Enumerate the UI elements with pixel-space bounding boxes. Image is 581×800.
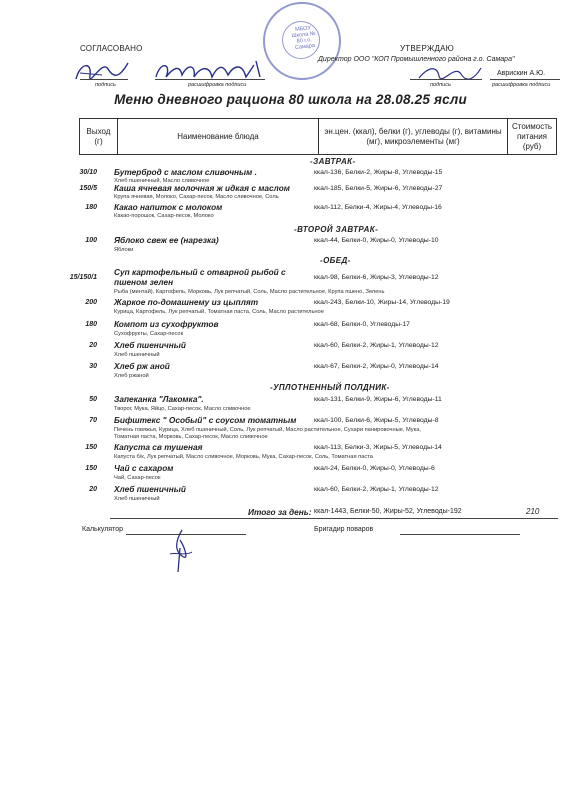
director-signature xyxy=(415,62,485,84)
dish-nutrition: ккал-136, Белки-2, Жиры-8, Углеводы-15 xyxy=(314,169,443,176)
dish-output: 150 xyxy=(85,444,97,451)
dish-name: Чай с сахаром xyxy=(114,463,174,473)
dish-name: Бифштекс " Особый" с соусом томатным xyxy=(114,415,297,425)
director-name: Аврискин А.Ю. xyxy=(497,70,546,77)
dish-nutrition: ккал-24, Белки-0, Жиры-0, Углеводы-6 xyxy=(314,465,435,472)
dish-row xyxy=(0,443,581,453)
dish-row xyxy=(0,416,581,426)
calculator-label: Калькулятор xyxy=(82,526,123,533)
dish-name: Яблоко свеж ее (нарезка) xyxy=(114,235,219,245)
page-title: Меню дневного рациона 80 школа на 28.08.25 ясли xyxy=(114,92,467,107)
dish-row xyxy=(0,268,581,288)
dish-nutrition: ккал-100, Белки-6, Жиры-5, Углеводы-8 xyxy=(314,417,439,424)
dish-nutrition: ккал-243, Белки-10, Жиры-14, Углеводы-19 xyxy=(314,299,450,306)
director-name-line xyxy=(490,79,560,80)
dish-nutrition: ккал-68, Белки-0, Углеводы-17 xyxy=(314,321,410,328)
col-header-name: Наименование блюда xyxy=(118,119,319,155)
dish-ingredients: Хлеб пшеничный xyxy=(114,496,160,502)
dish-row xyxy=(0,341,581,351)
dish-ingredients: Курица, Картофель, Лук репчатый, Томатная паста, Соль, Масло растительное xyxy=(114,309,324,315)
dish-name: Хлеб пшеничный xyxy=(114,340,186,350)
dish-ingredients: Хлеб ржаной xyxy=(114,373,149,379)
dish-ingredients: Капуста б/к, Лук репчатый, Масло сливочное, Морковь, Мука, Сахар-песок, Соль, Томатная паста xyxy=(114,454,373,460)
approved-label: УТВЕРЖДАЮ xyxy=(400,44,454,53)
dish-output: 200 xyxy=(85,299,97,306)
dish-row xyxy=(0,320,581,330)
agreed-signature-2 xyxy=(150,55,270,85)
dish-output: 100 xyxy=(85,237,97,244)
dish-name: Каша ячневая молочная ж идкая с маслом xyxy=(114,183,290,193)
dish-row xyxy=(0,168,581,178)
agreed-signature-1 xyxy=(72,55,132,85)
dish-name: Хлеб рж аной xyxy=(114,361,170,371)
dish-output: 180 xyxy=(85,204,97,211)
dish-output: 20 xyxy=(89,486,97,493)
dish-nutrition: ккал-60, Белки-2, Жиры-1, Углеводы-12 xyxy=(314,486,439,493)
director-title: Директор ООО "КОП Промышленного района г.о. Самара" xyxy=(318,56,515,63)
dish-nutrition: ккал-131, Белки-9, Жиры-6, Углеводы-11 xyxy=(314,396,442,403)
dish-output: 70 xyxy=(89,417,97,424)
dish-nutrition: ккал-98, Белки-6, Жиры-3, Углеводы-12 xyxy=(314,274,439,281)
dish-name: Бутерброд с маслом сливочным . xyxy=(114,167,257,177)
dish-name: Запеканка "Лакомка". xyxy=(114,394,204,404)
total-underline xyxy=(110,518,558,519)
dish-nutrition: ккал-113, Белки-3, Жиры-5, Углеводы-14 xyxy=(314,444,442,451)
dish-row xyxy=(0,298,581,308)
dish-ingredients: Чай, Сахар-песок xyxy=(114,475,161,481)
section-title-breakfast: -ЗАВТРАК- xyxy=(310,157,356,166)
dish-nutrition: ккал-44, Белки-0, Жиры-0, Углеводы-10 xyxy=(314,237,439,244)
section-title-second-breakfast: -ВТОРОЙ ЗАВТРАК- xyxy=(294,225,379,234)
director-sign-line xyxy=(410,79,482,80)
dish-row xyxy=(0,362,581,372)
dish-ingredients: Рыба (минтай), Картофель, Морковь, Лук репчатый, Соль, Масло растительное, Крупа пшено, Зелень xyxy=(114,289,385,295)
dish-row xyxy=(0,236,581,246)
total-nutrition: ккал-1443, Белки-50, Жиры-52, Углеводы-192 xyxy=(314,508,462,515)
dish-ingredients: Сухофрукты, Сахар-песок xyxy=(114,331,184,337)
director-signature-decode-caption: расшифровка подписи xyxy=(492,82,551,88)
dish-output: 30/10 xyxy=(79,169,97,176)
dish-row xyxy=(0,485,581,495)
dish-nutrition: ккал-60, Белки-2, Жиры-1, Углеводы-12 xyxy=(314,342,439,349)
brigadier-label: Бригадир поваров xyxy=(314,526,374,533)
calculator-signature xyxy=(162,526,202,576)
dish-output: 150 xyxy=(85,465,97,472)
agreed-sign-line-2 xyxy=(155,79,265,80)
dish-name: Капуста св тушеная xyxy=(114,442,203,452)
dish-row xyxy=(0,184,581,194)
section-title-afternoon-snack: -УПЛОТНЕННЫЙ ПОЛДНИК- xyxy=(270,383,390,392)
dish-output: 150/5 xyxy=(79,185,97,192)
dish-ingredients: Творог, Мука, Яйцо, Сахар-песок, Масло сливочное xyxy=(114,406,251,412)
brigadier-sign-line xyxy=(400,534,520,535)
dish-ingredients: Крупа ячневая, Молоко, Сахар-песок, Масло сливочное, Соль xyxy=(114,194,279,200)
dish-output: 180 xyxy=(85,321,97,328)
dish-output: 15/150/1 xyxy=(69,274,97,281)
agreed-signature-decode-caption: расшифровка подписи xyxy=(188,82,247,88)
dish-name: Компот из сухофруктов xyxy=(114,319,219,329)
dish-name: Какао напиток с молоком xyxy=(114,202,223,212)
dish-row xyxy=(0,203,581,213)
stamp-text: МБОУ Школа № 80 г.о. Самара xyxy=(291,25,317,51)
agreed-sign-line-1 xyxy=(80,79,128,80)
dish-nutrition: ккал-185, Белки-5, Жиры-6, Углеводы-27 xyxy=(314,185,443,192)
total-label: Итого за день: xyxy=(248,507,312,517)
section-title-lunch: -ОБЕД- xyxy=(320,256,351,265)
director-signature-caption: подпись xyxy=(430,82,451,88)
dish-ingredients-continued: Томатная паста, Морковь, Сахар-песок, Масло сливочное xyxy=(114,434,268,440)
agreed-label: СОГЛАСОВАНО xyxy=(80,44,143,53)
dish-output: 50 xyxy=(89,396,97,403)
dish-ingredients: Хлеб пшеничный xyxy=(114,352,160,358)
total-cost: 210 xyxy=(526,507,540,516)
dish-output: 30 xyxy=(89,363,97,370)
agreed-signature-caption: подпись xyxy=(95,82,116,88)
col-header-output: Выход (г) xyxy=(80,119,118,155)
dish-name: Суп картофельный с отварной рыбой с пшеном зелен xyxy=(114,267,286,287)
dish-ingredients: Яблоки xyxy=(114,247,134,253)
dish-nutrition: ккал-112, Белки-4, Жиры-4, Углеводы-16 xyxy=(314,204,442,211)
dish-name: Жаркое по-домашнему из цыплят xyxy=(114,297,259,307)
col-header-nutrition: эн.цен. (ккал), белки (г), углеводы (г), витамины (мг), микроэлементы (мг) xyxy=(319,119,508,155)
dish-output: 20 xyxy=(89,342,97,349)
menu-table-header xyxy=(79,118,557,155)
dish-row xyxy=(0,395,581,405)
dish-ingredients: Какао-порошок, Сахар-песок, Молоко xyxy=(114,213,214,219)
dish-ingredients: Хлеб пшеничный, Масло сливочное xyxy=(114,178,210,184)
col-header-cost: Стоимость питания (руб) xyxy=(508,119,557,155)
dish-ingredients: Печень говяжья, Курица, Хлеб пшеничный, Соль, Лук репчатый, Масло растительное, Сухари панировочные, Мука, xyxy=(114,427,422,433)
dish-nutrition: ккал-67, Белки-2, Жиры-0, Углеводы-14 xyxy=(314,363,439,370)
dish-name: Хлеб пшеничный xyxy=(114,484,186,494)
dish-row xyxy=(0,464,581,474)
